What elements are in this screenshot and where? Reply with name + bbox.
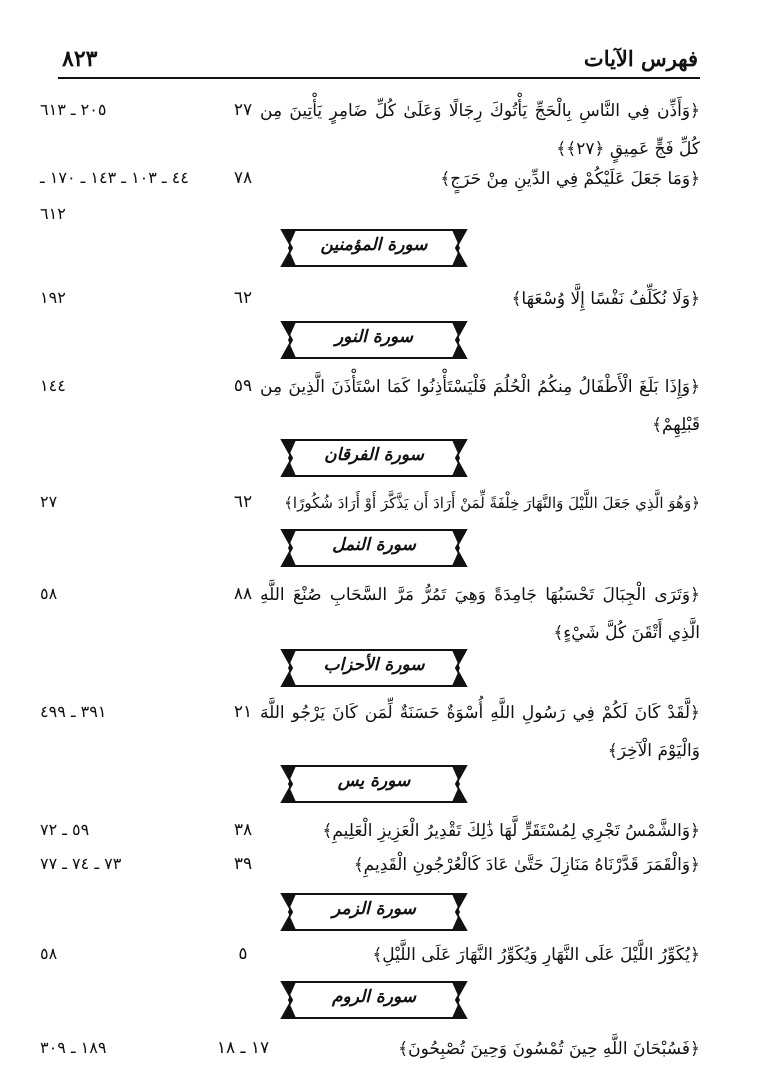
page-refs: ١٤٤ [40, 376, 66, 395]
surah-name: سورة المؤمنين [320, 235, 428, 255]
verse-text: ﴿وَلَا نُكَلِّفُ نَفْسًا إِلَّا وُسْعَهَا﴾ [511, 289, 700, 309]
verse-entry [40, 1030, 700, 1068]
page-refs: ٤٤ ـ ١٠٣ ـ ١٤٣ ـ ١٧٠ ـ ٦١٢ [40, 168, 189, 223]
verse-entry [40, 368, 700, 440]
verse-entry [40, 576, 700, 648]
ayah-number: ٦٢ [233, 492, 253, 512]
ayah-number: ٦٢ [233, 288, 253, 308]
verse-entry [40, 812, 700, 850]
verse-entry [40, 160, 700, 224]
page-number: ٨٢٣ [62, 46, 98, 72]
verse-entry [40, 936, 700, 974]
verse-entry [40, 846, 700, 884]
page-header [62, 46, 698, 76]
ayah-number: ٣٨ [233, 820, 253, 840]
ayah-number: ٧٨ [233, 168, 253, 188]
page-refs: ٣٩١ ـ ٤٩٩ [40, 702, 107, 721]
verse-text: ﴿وَهُوَ الَّذِي جَعَلَ اللَّيْلَ وَالنَّهَارَ خِلْفَةً لِّمَنْ أَرَادَ أَن يَذَّكَّرَ أَوْ أَرَادَ شُكُورًا﴾ [284, 494, 700, 512]
page-refs: ١٩٢ [40, 288, 66, 307]
surah-heading [276, 764, 472, 804]
verse-entry [40, 694, 700, 766]
ayah-number: ٢١ [233, 702, 253, 722]
ayah-number: ٥٩ [233, 376, 253, 396]
verse-entry [40, 280, 700, 318]
surah-heading [276, 228, 472, 268]
surah-heading [276, 438, 472, 478]
surah-name: سورة الزمر [332, 899, 416, 919]
ayah-number: ٣٩ [233, 854, 253, 874]
surah-heading [276, 648, 472, 688]
surah-name: سورة الفرقان [324, 445, 424, 465]
page-refs: ٥٨ [40, 944, 58, 963]
verse-text: ﴿يُكَوِّرُ اللَّيْلَ عَلَى النَّهَارِ وَيُكَوِّرُ النَّهَارَ عَلَى اللَّيْلِ﴾ [372, 945, 700, 965]
surah-heading [276, 980, 472, 1020]
verse-entry [40, 484, 700, 522]
header-divider [58, 77, 700, 79]
page-refs: ٢٧ [40, 492, 58, 511]
verse-text: ﴿وَأَذِّن فِي النَّاسِ بِالْحَجِّ يَأْتُوكَ رِجَالًا وَعَلَىٰ كُلِّ ضَامِرٍ يَأْتِينَ مِن كُلِّ فَجٍّ عَمِيقٍ ﴿٢٧﴾﴾ [260, 101, 700, 159]
verse-text: ﴿وَمَا جَعَلَ عَلَيْكُمْ فِي الدِّينِ مِنْ حَرَجٍ﴾ [440, 169, 700, 189]
verse-text: ﴿وَالْقَمَرَ قَدَّرْنَاهُ مَنَازِلَ حَتَّىٰ عَادَ كَالْعُرْجُونِ الْقَدِيمِ﴾ [353, 855, 700, 875]
verse-text: ﴿وَإِذَا بَلَغَ الْأَطْفَالُ مِنكُمُ الْحُلُمَ فَلْيَسْتَأْذِنُوا كَمَا اسْتَأْذَنَ الَّذِينَ مِن قَبْلِهِمْ﴾ [260, 377, 700, 435]
verse-text: ﴿لَّقَدْ كَانَ لَكُمْ فِي رَسُولِ اللَّهِ أُسْوَةٌ حَسَنَةٌ لِّمَن كَانَ يَرْجُو اللَّهَ وَالْيَوْمَ الْآخِرَ﴾ [260, 703, 700, 761]
ayah-number: ١٧ ـ ١٨ [216, 1038, 270, 1058]
surah-name: سورة الروم [331, 987, 417, 1007]
verse-text: ﴿فَسُبْحَانَ اللَّهِ حِينَ تُمْسُونَ وَحِينَ تُصْبِحُونَ﴾ [398, 1039, 700, 1059]
page-refs: ٧٣ ـ ٧٤ ـ ٧٧ [40, 854, 122, 873]
page-refs: ١٨٩ ـ ٣٠٩ [40, 1038, 107, 1057]
ayah-number: ٨٨ [233, 584, 253, 604]
surah-name: سورة الأحزاب [323, 655, 425, 675]
ayah-number: ٥ [238, 944, 248, 964]
verse-text: ﴿وَتَرَى الْجِبَالَ تَحْسَبُهَا جَامِدَةً وَهِيَ تَمُرُّ مَرَّ السَّحَابِ صُنْعَ اللَّهِ الَّذِي أَتْقَنَ كُلَّ شَيْءٍ﴾ [260, 585, 700, 643]
page-refs: ٥٨ [40, 584, 58, 603]
surah-heading [276, 892, 472, 932]
page-refs: ٥٩ ـ ٧٢ [40, 820, 90, 839]
page-refs: ٢٠٥ ـ ٦١٣ [40, 100, 107, 119]
surah-name: سورة النمل [332, 535, 416, 555]
surah-name: سورة يس [337, 771, 411, 791]
verse-entry [40, 92, 700, 164]
surah-name: سورة النور [334, 327, 414, 347]
verse-text: ﴿وَالشَّمْسُ تَجْرِي لِمُسْتَقَرٍّ لَّهَا ذَٰلِكَ تَقْدِيرُ الْعَزِيزِ الْعَلِيمِ﴾ [322, 821, 700, 841]
surah-heading [276, 320, 472, 360]
page-title: فهرس الآيات [583, 46, 698, 71]
surah-heading [276, 528, 472, 568]
ayah-number: ٢٧ [233, 100, 253, 120]
